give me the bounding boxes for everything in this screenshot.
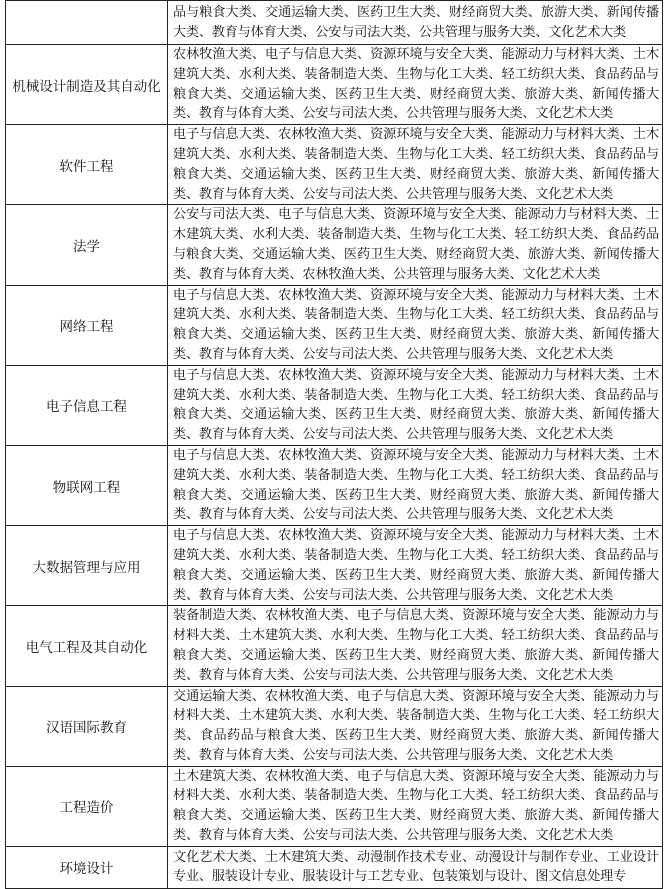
categories-cell <box>168 526 663 606</box>
table-row <box>6 365 663 445</box>
table-row <box>6 445 663 525</box>
table-row <box>6 526 663 606</box>
categories-text: 装备制造大类、农林牧渔大类、电子与信息大类、资源环境与安全大类、能源动力与材料大类、土木建筑大类、水利大类、生物与化工大类、轻工纺织大类、食品药品与粮食大类、交通运输大类、医药卫生大类、财经商贸大类、旅游大类、新闻传播大类、教育与体育大类、公安与司法大类、公共管理与服务大类、文化艺术大类 <box>173 608 659 683</box>
categories-cell <box>168 1 663 45</box>
categories-text: 农林牧渔大类、电子与信息大类、资源环境与安全大类、能源动力与材料大类、土木建筑大类、水利大类、装备制造大类、生物与化工大类、轻工纺织大类、食品药品与粮食大类、交通运输大类、医药卫生大类、财经商贸大类、旅游大类、新闻传播大类、教育与体育大类、公安与司法大类、公共管理与服务大类、文化艺术大类 <box>173 47 659 122</box>
categories-cell <box>168 445 663 525</box>
major-category-table <box>5 0 663 889</box>
categories-cell <box>168 606 663 686</box>
table-row <box>6 45 663 125</box>
categories-text: 土木建筑大类、农林牧渔大类、电子与信息大类、资源环境与安全大类、能源动力与材料大类、水利大类、装备制造大类、生物与化工大类、轻工纺织大类、食品药品与粮食大类、交通运输大类、医药卫生大类、财经商贸大类、旅游大类、新闻传播大类、教育与体育大类、公安与司法大类、公共管理与服务大类、文化艺术大类 <box>173 768 659 844</box>
categories-text: 电子与信息大类、农林牧渔大类、资源环境与安全大类、能源动力与材料大类、土木建筑大类、水利大类、装备制造大类、生物与化工大类、轻工纺织大类、食品药品与粮食大类、交通运输大类、医药卫生大类、财经商贸大类、旅游大类、新闻传播大类、教育与体育大类、公安与司法大类、公共管理与服务大类、文化艺术大类 <box>173 367 659 443</box>
major-name-cell: 法学 <box>6 205 168 285</box>
categories-cell <box>168 205 663 285</box>
table-row <box>6 686 663 766</box>
categories-cell <box>168 686 663 766</box>
major-name-cell: 大数据管理与应用 <box>6 526 168 606</box>
table-row <box>6 125 663 205</box>
major-name-cell: 网络工程 <box>6 285 168 365</box>
categories-text: 品与粮食大类、交通运输大类、医药卫生大类、财经商贸大类、旅游大类、新闻传播大类、教育与体育大类、公安与司法大类、公共管理与服务大类、文化艺术大类 <box>173 4 659 40</box>
categories-text: 电子与信息大类、农林牧渔大类、资源环境与安全大类、能源动力与材料大类、土木建筑大类、水利大类、装备制造大类、生物与化工大类、轻工纺织大类、食品药品与粮食大类、交通运输大类、医药卫生大类、财经商贸大类、旅游大类、新闻传播大类、教育与体育大类、公安与司法大类、公共管理与服务大类、文化艺术大类 <box>173 528 659 603</box>
table-row <box>6 1 663 45</box>
categories-text: 交通运输大类、农林牧渔大类、电子与信息大类、资源环境与安全大类、能源动力与材料大类、土木建筑大类、水利大类、装备制造大类、生物与化工大类、轻工纺织大类、食品药品与粮食大类、医药卫生大类、财经商贸大类、旅游大类、新闻传播大类、教育与体育大类、公安与司法大类、公共管理与服务大类、文化艺术大类 <box>173 688 659 763</box>
major-name-cell <box>6 1 168 45</box>
major-name-cell: 工程造价 <box>6 766 168 846</box>
major-name-cell: 软件工程 <box>6 125 168 205</box>
major-name-cell: 环境设计 <box>6 846 168 888</box>
categories-cell <box>168 285 663 365</box>
table-row <box>6 606 663 686</box>
categories-cell <box>168 125 663 205</box>
major-name-cell: 汉语国际教育 <box>6 686 168 766</box>
table-row <box>6 766 663 846</box>
categories-cell <box>168 45 663 125</box>
table-row <box>6 285 663 365</box>
categories-cell <box>168 365 663 445</box>
categories-cell <box>168 766 663 846</box>
major-name-cell: 电气工程及其自动化 <box>6 606 168 686</box>
categories-cell <box>168 846 663 888</box>
categories-text: 文化艺术大类、土木建筑大类、动漫制作技术专业、动漫设计与制作专业、工业设计专业、服装设计专业、服装设计与工艺专业、包装策划与设计、图文信息处理专 <box>173 849 659 885</box>
major-name-cell: 电子信息工程 <box>6 365 168 445</box>
major-name-cell: 物联网工程 <box>6 445 168 525</box>
categories-text: 电子与信息大类、农林牧渔大类、资源环境与安全大类、能源动力与材料大类、土木建筑大类、水利大类、装备制造大类、生物与化工大类、轻工纺织大类、食品药品与粮食大类、交通运输大类、医药卫生大类、财经商贸大类、旅游大类、新闻传播大类、教育与体育大类、公安与司法大类、公共管理与服务大类、文化艺术大类 <box>173 447 659 523</box>
table-row <box>6 846 663 888</box>
table-row <box>6 205 663 285</box>
categories-text: 公安与司法大类、电子与信息大类、资源环境与安全大类、能源动力与材料大类、土木建筑大类、水利大类、装备制造大类、生物与化工大类、轻工纺织大类、食品药品与粮食大类、交通运输大类、医药卫生大类、财经商贸大类、旅游大类、新闻传播大类、教育与体育大类、农林牧渔大类、公共管理与服务大类、文化艺术大类 <box>173 207 659 282</box>
categories-text: 电子与信息大类、农林牧渔大类、资源环境与安全大类、能源动力与材料大类、土木建筑大类、水利大类、装备制造大类、生物与化工大类、轻工纺织大类、食品药品与粮食大类、交通运输大类、医药卫生大类、财经商贸大类、旅游大类、新闻传播大类、教育与体育大类、公安与司法大类、公共管理与服务大类、文化艺术大类 <box>173 287 659 362</box>
major-name-cell: 机械设计制造及其自动化 <box>6 45 168 125</box>
categories-text: 电子与信息大类、农林牧渔大类、资源环境与安全大类、能源动力与材料大类、土木建筑大类、水利大类、装备制造大类、生物与化工大类、轻工纺织大类、食品药品与粮食大类、交通运输大类、医药卫生大类、财经商贸大类、旅游大类、新闻传播大类、教育与体育大类、公安与司法大类、公共管理与服务大类、文化艺术大类 <box>173 127 659 202</box>
